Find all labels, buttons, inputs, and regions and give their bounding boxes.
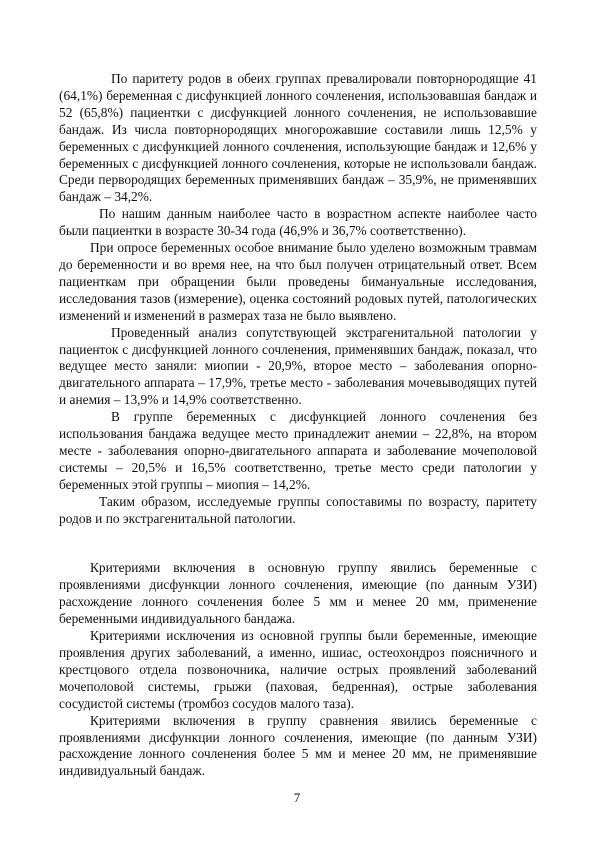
paragraph-conclusion: Таким образом, исследуемые группы сопоставимы по возрасту, паритету родов и по экстрагенитальной патологии. bbox=[59, 493, 537, 526]
document-page bbox=[59, 71, 537, 780]
section-gap bbox=[59, 527, 537, 560]
paragraph-survey: При опросе беременных особое внимание было уделено возможным травмам до беременности и во время нее, на что был получен отрицательный ответ. Всем пациенткам при обращении были проведены бимануальные исследования, исследования тазов (измерение), оценка состояний родовых путей, патологических изменений и изменений в размерах таза не было выявлено. bbox=[59, 240, 537, 323]
paragraph-comorbidity-no-bandage: В группе беременных с дисфункцией лонного сочленения без использования бандажа ведущее место принадлежит анемии – 22,8%, на втором месте - заболевания опорно-двигательного аппарата и заболевание мочеполовой системы – 20,5% и 16,5% соответственно, третье место среди патологии у беременных этой группы – миопия – 14,2%. bbox=[59, 409, 537, 492]
paragraph-parity: По паритету родов в обеих группах превалировали повторнородящие 41 (64,1%) беременная с дисфункцией лонного сочленения, использовавшая бандаж и 52 (65,8%) пациентки с дисфункцией лонного сочленения, не использовавшие бандаж. Из числа повторнородящих многорожавшие составили лишь 12,5% у беременных с дисфункцией лонного сочленения, использующие бандаж и 12,6% у беременных с дисфункцией лонного сочленения, которые не использовали бандаж. Среди первородящих беременных применявших бандаж – 35,9%, не применявших бандаж – 34,2%. bbox=[59, 71, 537, 205]
paragraph-comparison-criteria: Критериями включения в группу сравнения явились беременные с проявлениями дисфункции лонного сочленения, имеющие (по данным УЗИ) расхождение лонного сочленения более 5 мм и менее 20 мм, не применявшие индивидуальный бандаж. bbox=[59, 712, 537, 779]
paragraph-comorbidity-bandage: Проведенный анализ сопутствующей экстрагенитальной патологии у пациенток с дисфункцией лонного сочленения, применявших бандаж, показал, что ведущее место заняли: миопии - 20,9%, второе место – заболевания опорно-двигательного аппарата – 17,9%, третье место - заболевания мочевыводящих путей и анемия – 13,9% и 14,9% соответственно. bbox=[59, 324, 537, 408]
paragraph-age: По нашим данным наиболее часто в возрастном аспекте наиболее часто были пациентки в возрасте 30-34 года (46,9% и 36,7% соответственно). bbox=[59, 206, 537, 239]
paragraph-exclusion-criteria: Критериями исключения из основной группы были беременные, имеющие проявления других заболеваний, а именно, ишиас, остеохондроз поясничного и крестцового отдела позвоночника, наличие острых проявлений заболеваний мочеполовой системы, грыжи (паховая, бедренная), острые заболевания сосудистой системы (тромбоз сосудов малого таза). bbox=[59, 628, 537, 711]
page-number: 7 bbox=[293, 790, 301, 805]
paragraph-inclusion-criteria: Критериями включения в основную группу явились беременные с проявлениями дисфункции лонного сочленения, имеющие (по данным УЗИ) расхождение лонного сочленения более 5 мм и менее 20 мм, применение беременными индивидуального бандажа. bbox=[59, 560, 537, 627]
